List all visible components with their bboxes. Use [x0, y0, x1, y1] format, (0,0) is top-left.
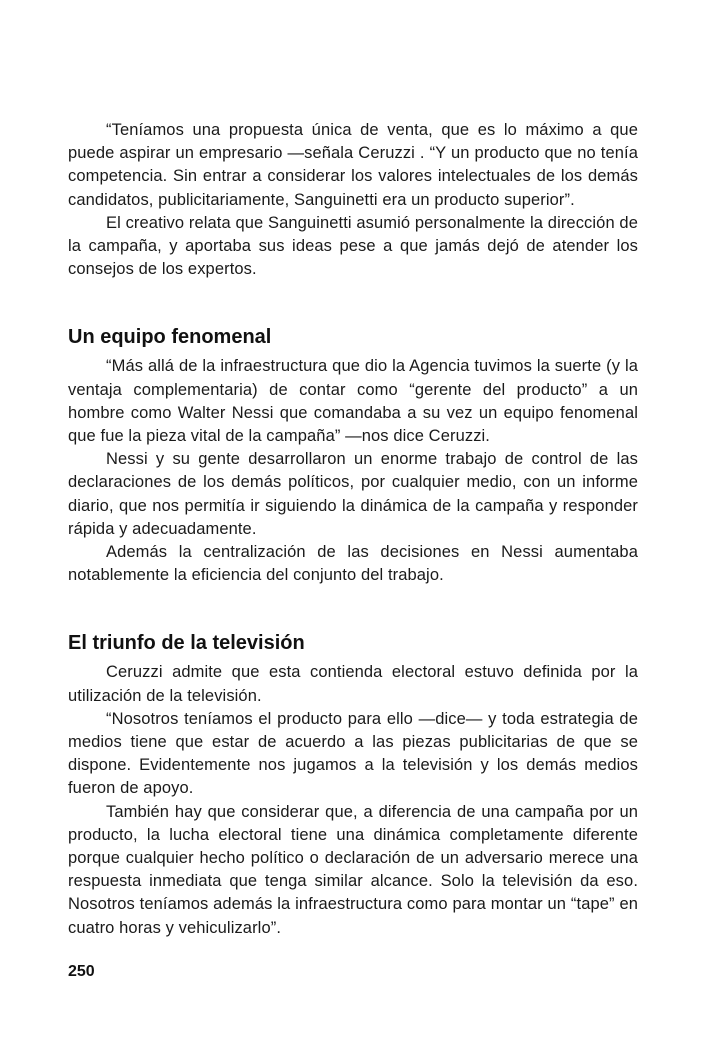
intro-paragraph-2: El creativo relata que Sanguinetti asumió personalmente la dirección de la campaña, y aportaba sus ideas pese a que jamás dejó de atender los consejos de los expertos.	[68, 213, 638, 279]
section2-paragraph-3: También hay que considerar que, a diferencia de una campaña por un producto, la lucha electoral tiene una dinámica completamente diferente porque cualquier hecho político o declaración de un adversario merece una respuesta inmediata que tenga similar alcance. Solo la televisión da eso. Nosotros teníamos además la infraestructura como para montar un “tape” en cuatro horas y vehiculizarlo”.	[68, 802, 638, 937]
section1-paragraph-2: Nessi y su gente desarrollaron un enorme trabajo de control de las declaraciones de los demás políticos, por cualquier medio, con un informe diario, que nos permitía ir siguiendo la dinámica de la campaña y responder rápida y adecuadamente.	[68, 450, 638, 538]
section-heading-un-equipo-fenomenal: Un equipo fenomenal	[68, 326, 272, 349]
section-heading-el-triunfo-de-la-television: El triunfo de la televisión	[68, 632, 305, 655]
page-number: 250	[68, 963, 95, 980]
section1-paragraph-1: “Más allá de la infraestructura que dio la Agencia tuvimos la suerte (y la ventaja complementaria) de contar como “gerente del producto” a un hombre como Walter Nessi que comandaba a su vez un equipo fenomenal que fue la pieza vital de la campaña” —nos dice Ceruzzi.	[68, 357, 638, 446]
intro-paragraph-1: “Teníamos una propuesta única de venta, que es lo máximo a que puede aspirar un empresario —señala Ceruzzi . “Y un producto que no tenía competencia. Sin entrar a considerar los valores intelectuales de los demás candidatos, publicitariamente, Sanguinetti era un producto superior”.	[68, 121, 638, 209]
section2-paragraph-1: Ceruzzi admite que esta contienda electoral estuvo definida por la utilización de la televisión.	[68, 663, 638, 705]
section2-paragraph-2: “Nosotros teníamos el producto para ello —dice— y toda estrategia de medios tiene que estar de acuerdo a las piezas publicitarias de que se dispone. Evidentemente nos jugamos a la televisión y los demás medios fueron de apoyo.	[68, 709, 638, 798]
page-body	[68, 119, 638, 940]
section1-paragraph-3: Además la centralización de las decisiones en Nessi aumentaba notablemente la eficiencia del conjunto del trabajo.	[68, 543, 638, 585]
